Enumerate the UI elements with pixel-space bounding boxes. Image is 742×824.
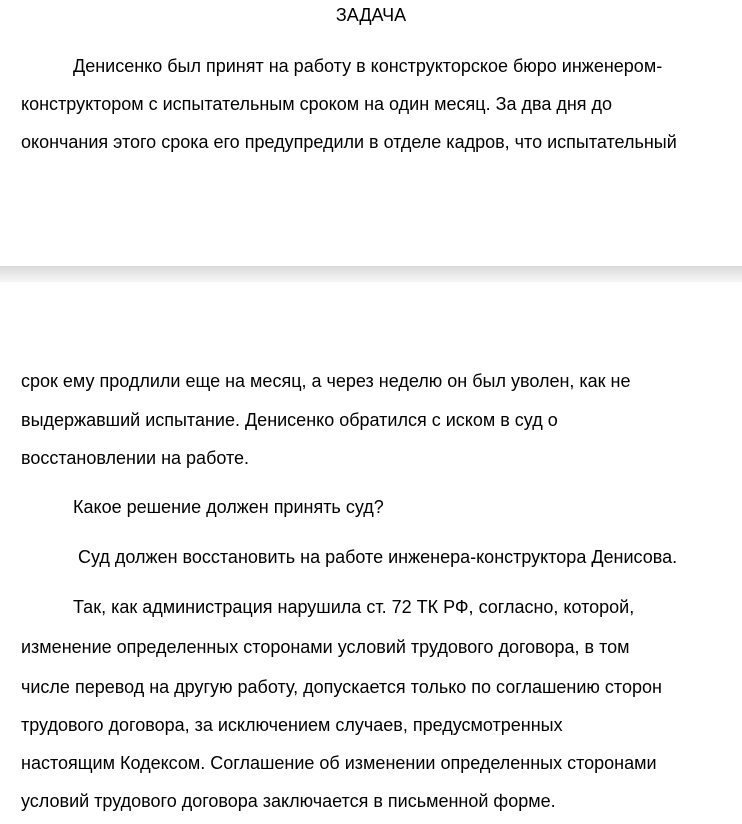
document-page-1	[0, 0, 742, 266]
question-line: Какое решение должен принять суд?	[73, 497, 384, 517]
document-title: ЗАДАЧА	[335, 5, 407, 25]
paragraph-line: трудового договора, за исключением случаев, предусмотренных	[21, 715, 563, 735]
answer-line: Суд должен восстановить на работе инженера-конструктора Денисова.	[78, 547, 678, 567]
paragraph-line: Денисенко был принят на работу в конструкторское бюро инженером-	[73, 56, 663, 76]
document-page-2	[0, 282, 742, 824]
paragraph-line: изменение определенных сторонами условий трудового договора, в том	[21, 637, 630, 657]
paragraph-line: числе перевод на другую работу, допускается только по соглашению сторон	[21, 677, 662, 697]
paragraph-line: конструктором с испытательным сроком на один месяц. За два дня до	[21, 94, 613, 114]
paragraph-line: восстановлении на работе.	[21, 448, 250, 468]
paragraph-line: срок ему продлили еще на месяц, а через неделю он был уволен, как не	[21, 371, 631, 391]
paragraph-line: Так, как администрация нарушила ст. 72 ТК РФ, согласно, которой,	[73, 597, 635, 617]
page-separator	[0, 266, 742, 282]
paragraph-line: окончания этого срока его предупредили в отделе кадров, что испытательный	[21, 132, 677, 152]
paragraph-line: выдержавший испытание. Денисенко обратился с иском в суд о	[21, 410, 558, 430]
paragraph-line: условий трудового договора заключается в письменной форме.	[21, 791, 556, 811]
paragraph-line: настоящим Кодексом. Соглашение об изменении определенных сторонами	[21, 753, 657, 773]
